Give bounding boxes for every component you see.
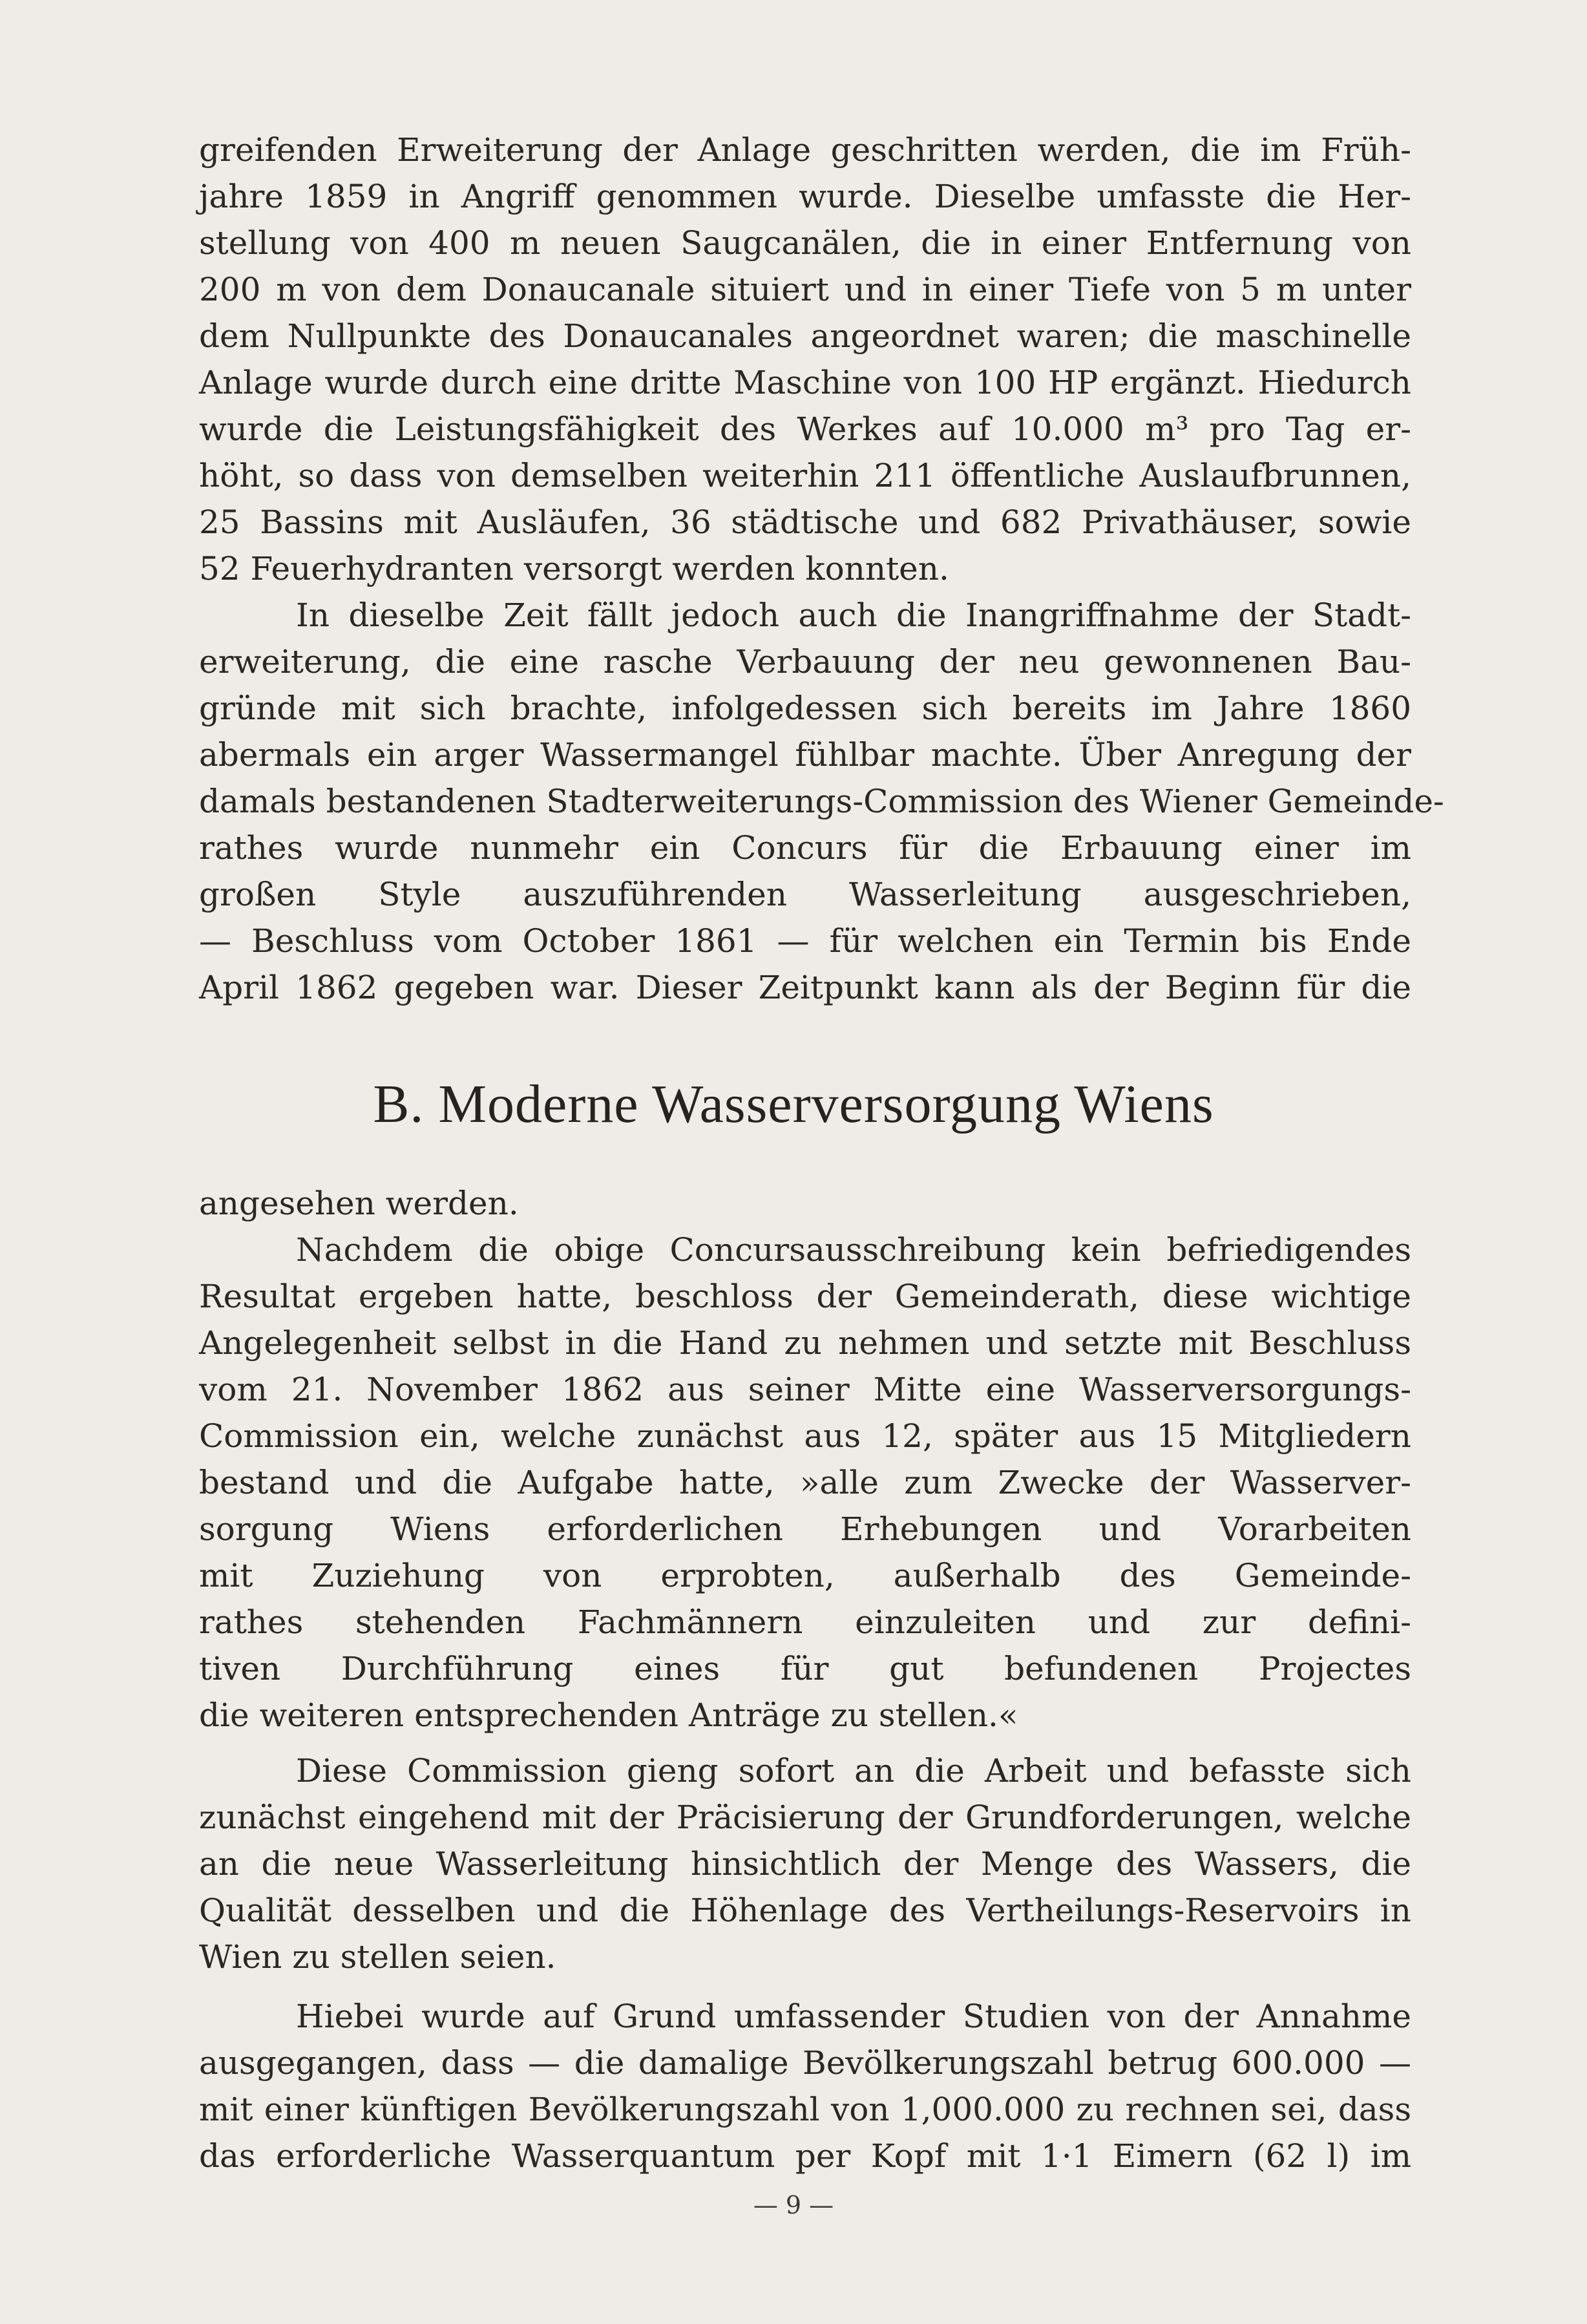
- text-line: bestand und die Aufgabe hatte, »alle zum Zwecke der Wasserver-: [199, 1464, 1411, 1501]
- text-line: Resultat ergeben hatte, beschloss der Gemeinderath, diese wichtige: [199, 1278, 1411, 1315]
- text-line: rathes stehenden Fachmännern einzuleiten und zur defini-: [199, 1603, 1411, 1641]
- text-line: stellung von 400 m neuen Saugcanälen, die in einer Entfernung von: [199, 224, 1411, 262]
- text-line: wurde die Leistungsfähigkeit des Werkes auf 10.000 m³ pro Tag er-: [199, 410, 1411, 448]
- text-block-lower: [199, 1180, 1411, 2179]
- text-line: angesehen werden.: [199, 1185, 519, 1222]
- text-line: — Beschluss vom October 1861 — für welchen ein Termin bis Ende: [199, 922, 1411, 960]
- text-line: jahre 1859 in Angriff genommen wurde. Dieselbe umfasste die Her-: [199, 178, 1411, 215]
- text-line: abermals ein arger Wassermangel fühlbar machte. Über Anregung der: [199, 736, 1411, 774]
- text-line: dem Nullpunkte des Donaucanales angeordnet waren; die maschinelle: [199, 317, 1411, 355]
- text-line: In dieselbe Zeit fällt jedoch auch die Inangriffnahme der Stadt-: [296, 597, 1411, 634]
- text-line: damals bestandenen Stadterweiterungs-Commission des Wiener Gemeinde-: [199, 783, 1444, 820]
- text-line: greifenden Erweiterung der Anlage geschritten werden, die im Früh-: [199, 131, 1411, 169]
- text-line: Anlage wurde durch eine dritte Maschine von 100 HP ergänzt. Hiedurch: [199, 364, 1411, 401]
- text-line: April 1862 gegeben war. Dieser Zeitpunkt kann als der Beginn für die: [199, 969, 1411, 1006]
- text-line: Nachdem die obige Concursausschreibung kein befriedigendes: [296, 1231, 1411, 1269]
- text-line: Hiebei wurde auf Grund umfassender Studien von der Annahme: [296, 1998, 1411, 2035]
- text-line: höht, so dass von demselben weiterhin 211 öffentliche Auslaufbrunnen,: [199, 457, 1411, 494]
- text-line: 25 Bassins mit Ausläufen, 36 städtische und 682 Privathäuser, sowie: [199, 503, 1411, 541]
- text-line: tiven Durchführung eines für gut befundenen Projectes: [199, 1650, 1411, 1687]
- text-block-upper: [199, 127, 1444, 1011]
- text-line: gründe mit sich brachte, infolgedessen sich bereits im Jahre 1860: [199, 690, 1411, 727]
- text-line: 200 m von dem Donaucanale situiert und in einer Tiefe von 5 m unter: [199, 271, 1411, 308]
- text-line: mit einer künftigen Bevölkerungszahl von 1,000.000 zu rechnen sei, dass: [199, 2091, 1411, 2128]
- text-line: Qualität desselben und die Höhenlage des Vertheilungs-Reservoirs in: [199, 1892, 1411, 1929]
- page-number: — 9 —: [753, 2191, 834, 2219]
- text-line: erweiterung, die eine rasche Verbauung der neu gewonnenen Bau-: [199, 643, 1411, 681]
- text-line: vom 21. November 1862 aus seiner Mitte eine Wasserversorgungs-: [199, 1371, 1411, 1408]
- section-heading: B. Moderne Wasserversorgung Wiens: [373, 1074, 1214, 1134]
- text-line: großen Style auszuführenden Wasserleitung ausgeschrieben,: [199, 876, 1411, 913]
- text-line: an die neue Wasserleitung hinsichtlich der Menge des Wassers, die: [199, 1845, 1411, 1883]
- text-line: Angelegenheit selbst in die Hand zu nehmen und setzte mit Beschluss: [199, 1324, 1411, 1362]
- text-line: die weiteren entsprechenden Anträge zu stellen.«: [199, 1696, 1018, 1734]
- text-line: rathes wurde nunmehr ein Concurs für die Erbauung einer im: [199, 829, 1411, 867]
- text-line: 52 Feuerhydranten versorgt werden konnten.: [199, 550, 949, 587]
- text-line: das erforderliche Wasserquantum per Kopf mit 1·1 Eimern (62 l) im: [199, 2137, 1411, 2175]
- text-line: sorgung Wiens erforderlichen Erhebungen und Vorarbeiten: [199, 1510, 1411, 1548]
- text-line: Diese Commission gieng sofort an die Arbeit und befasste sich: [296, 1752, 1411, 1790]
- text-line: ausgegangen, dass — die damalige Bevölkerungszahl betrug 600.000 —: [199, 2044, 1411, 2082]
- text-line: zunächst eingehend mit der Präcisierung der Grundforderungen, welche: [199, 1799, 1411, 1836]
- text-line: Wien zu stellen seien.: [199, 1938, 556, 1976]
- text-line: Commission ein, welche zunächst aus 12, später aus 15 Mitgliedern: [199, 1417, 1411, 1455]
- text-line: mit Zuziehung von erprobten, außerhalb des Gemeinde-: [199, 1557, 1411, 1594]
